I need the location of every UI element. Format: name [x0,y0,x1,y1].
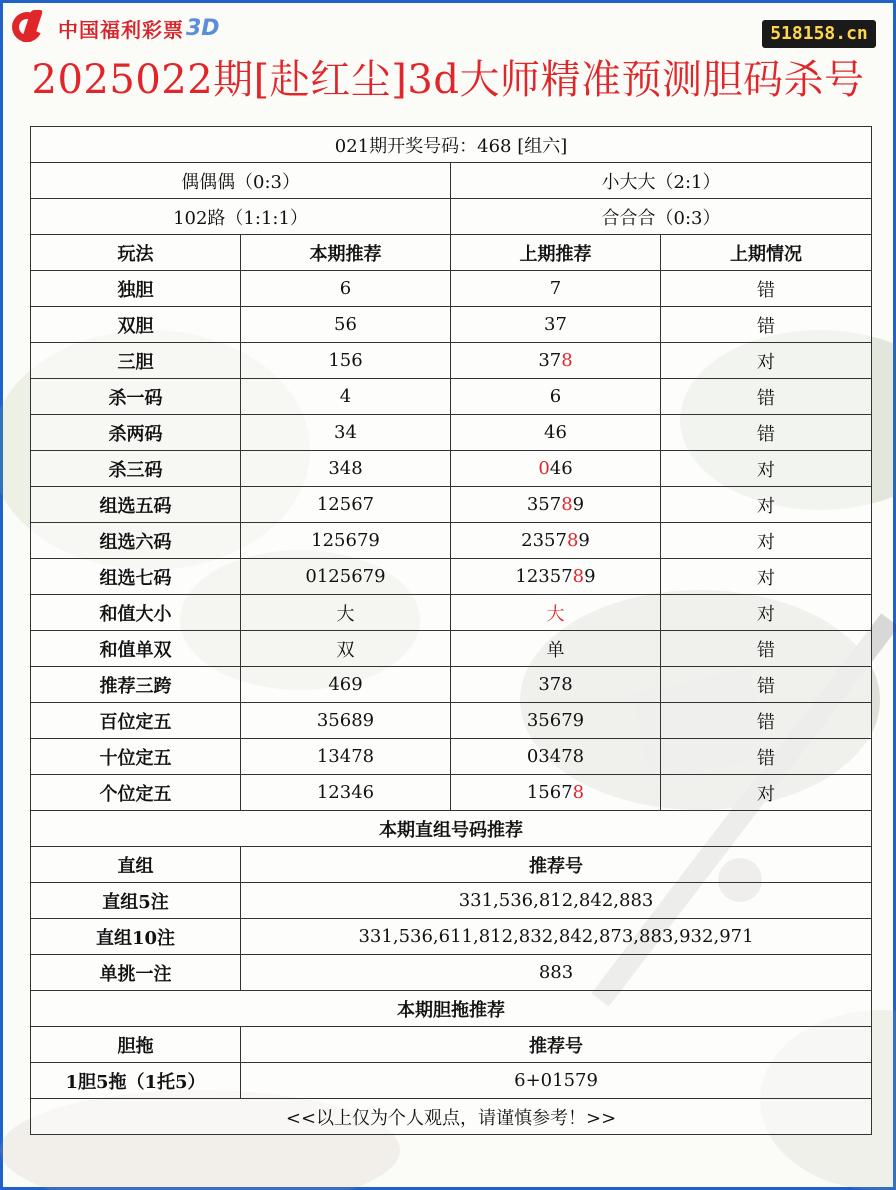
table-row [31,451,872,487]
table-row [31,919,872,955]
logo-3d-text: 3D [186,15,220,41]
parity-pattern: 偶偶偶（0:3） [31,163,451,199]
previous-status: 错 [661,667,872,703]
current-recommendation: 56 [241,307,451,343]
direct-row-label: 直组10注 [31,919,241,955]
table-row [31,343,872,379]
composite-pattern: 合合合（0:3） [451,199,872,235]
dantuo-row-label: 1胆5拖（1托5） [31,1063,241,1099]
column-header-row [31,235,872,271]
previous-status: 对 [661,595,872,631]
play-name: 和值大小 [31,595,241,631]
dantuo-header-row [31,1027,872,1063]
previous-status: 对 [661,487,872,523]
direct-section-title: 本期直组号码推荐 [31,811,872,847]
size-pattern: 小大大（2:1） [451,163,872,199]
draw-result: 021期开奖号码：468 [组六] [31,127,872,163]
prev-digits: 6 [549,386,562,407]
hit-digit: 8 [572,782,585,803]
previous-status: 错 [661,703,872,739]
current-recommendation: 35689 [241,703,451,739]
prev-digits: 357 [526,494,562,515]
previous-recommendation [451,703,661,739]
previous-status: 对 [661,559,872,595]
direct-col-label: 直组 [31,847,241,883]
col-header-play: 玩法 [31,235,241,271]
direct-row-value: 331,536,812,842,883 [241,883,872,919]
direct-row-value: 883 [241,955,872,991]
hit-digit: 8 [566,530,579,551]
previous-recommendation [451,379,661,415]
previous-status: 错 [661,379,872,415]
table-row [31,775,872,811]
previous-recommendation [451,307,661,343]
hit-digit: 0 [538,458,550,479]
dantuo-col-value: 推荐号 [241,1027,872,1063]
previous-recommendation [451,595,661,631]
current-recommendation: 6 [241,271,451,307]
prediction-table [30,126,872,1135]
current-recommendation: 4 [241,379,451,415]
hit-digit: 大 [546,603,565,625]
previous-status: 对 [661,775,872,811]
previous-recommendation [451,343,661,379]
route-pattern: 102路（1:1:1） [31,199,451,235]
play-name: 百位定五 [31,703,241,739]
dantuo-row-value: 6+01579 [241,1063,872,1099]
play-name: 组选七码 [31,559,241,595]
current-recommendation: 469 [241,667,451,703]
current-recommendation: 12567 [241,487,451,523]
hit-digit: 8 [572,566,585,587]
previous-recommendation [451,451,661,487]
table-row [31,739,872,775]
current-recommendation: 125679 [241,523,451,559]
previous-recommendation [451,523,661,559]
prev-digits: 单 [546,639,565,661]
previous-recommendation [451,487,661,523]
table-row [31,307,872,343]
col-header-previous: 上期推荐 [451,235,661,271]
previous-recommendation [451,775,661,811]
play-name: 杀三码 [31,451,241,487]
play-name: 独胆 [31,271,241,307]
hit-digit: 8 [561,494,573,515]
current-recommendation: 34 [241,415,451,451]
previous-recommendation [451,559,661,595]
table-row [31,883,872,919]
prev-digits: 9 [578,530,590,551]
previous-status: 对 [661,343,872,379]
prev-digits: 12357 [515,566,573,587]
direct-section-title-row [31,811,872,847]
current-recommendation: 348 [241,451,451,487]
table-row [31,271,872,307]
prev-digits: 37 [544,314,567,335]
play-name: 三胆 [31,343,241,379]
table-row [31,667,872,703]
play-name: 推荐三跨 [31,667,241,703]
prev-digits: 9 [584,566,596,587]
current-recommendation: 双 [241,631,451,667]
previous-status: 错 [661,271,872,307]
table-row [31,955,872,991]
table-row [31,631,872,667]
page-title: 2025022期[赴红尘]3d大师精准预测胆码杀号 [31,57,865,103]
dantuo-col-label: 胆拖 [31,1027,241,1063]
table-row [31,523,872,559]
prev-digits: 9 [572,494,585,515]
direct-row-label: 单挑一注 [31,955,241,991]
col-header-current: 本期推荐 [241,235,451,271]
play-name: 组选六码 [31,523,241,559]
dantuo-section-title-row [31,991,872,1027]
footer-row [31,1099,872,1135]
play-name: 组选五码 [31,487,241,523]
play-name: 杀一码 [31,379,241,415]
prev-digits: 2357 [521,530,567,551]
hit-digit: 8 [561,350,573,371]
current-recommendation: 大 [241,595,451,631]
table-row [31,703,872,739]
direct-header-row [31,847,872,883]
previous-status: 错 [661,739,872,775]
prev-digits: 46 [544,422,567,443]
prev-digits: 7 [549,278,562,299]
prev-digits: 37 [538,350,562,371]
table-row [31,595,872,631]
current-recommendation: 13478 [241,739,451,775]
previous-status: 错 [661,415,872,451]
table-row [31,559,872,595]
play-name: 双胆 [31,307,241,343]
current-recommendation: 12346 [241,775,451,811]
play-name: 和值单双 [31,631,241,667]
lottery-logo-icon [10,8,50,48]
previous-recommendation [451,415,661,451]
lottery-logo [10,8,220,48]
disclaimer-text: <<以上仅为个人观点，请谨慎参考！>> [31,1099,872,1135]
prev-digits: 378 [538,674,573,695]
current-recommendation: 156 [241,343,451,379]
table-row [31,487,872,523]
previous-status: 错 [661,631,872,667]
prev-digits: 35679 [526,710,585,731]
play-name: 十位定五 [31,739,241,775]
table-row [31,1063,872,1099]
table-row [31,415,872,451]
previous-status: 错 [661,307,872,343]
direct-row-label: 直组5注 [31,883,241,919]
previous-recommendation [451,667,661,703]
direct-row-value: 331,536,611,812,832,842,873,883,932,971 [241,919,872,955]
dantuo-section-title: 本期胆拖推荐 [31,991,872,1027]
prev-digits: 1567 [526,782,573,803]
play-name: 杀两码 [31,415,241,451]
table-row [31,379,872,415]
previous-recommendation [451,271,661,307]
logo-text: 中国福利彩票 [58,17,184,42]
prev-digits: 46 [549,458,573,479]
previous-status: 对 [661,523,872,559]
play-name: 个位定五 [31,775,241,811]
previous-status: 对 [661,451,872,487]
previous-recommendation [451,631,661,667]
direct-col-value: 推荐号 [241,847,872,883]
previous-recommendation [451,739,661,775]
col-header-status: 上期情况 [661,235,872,271]
site-badge[interactable]: 518158.cn [762,20,876,48]
prev-digits: 03478 [526,746,585,767]
current-recommendation: 0125679 [241,559,451,595]
